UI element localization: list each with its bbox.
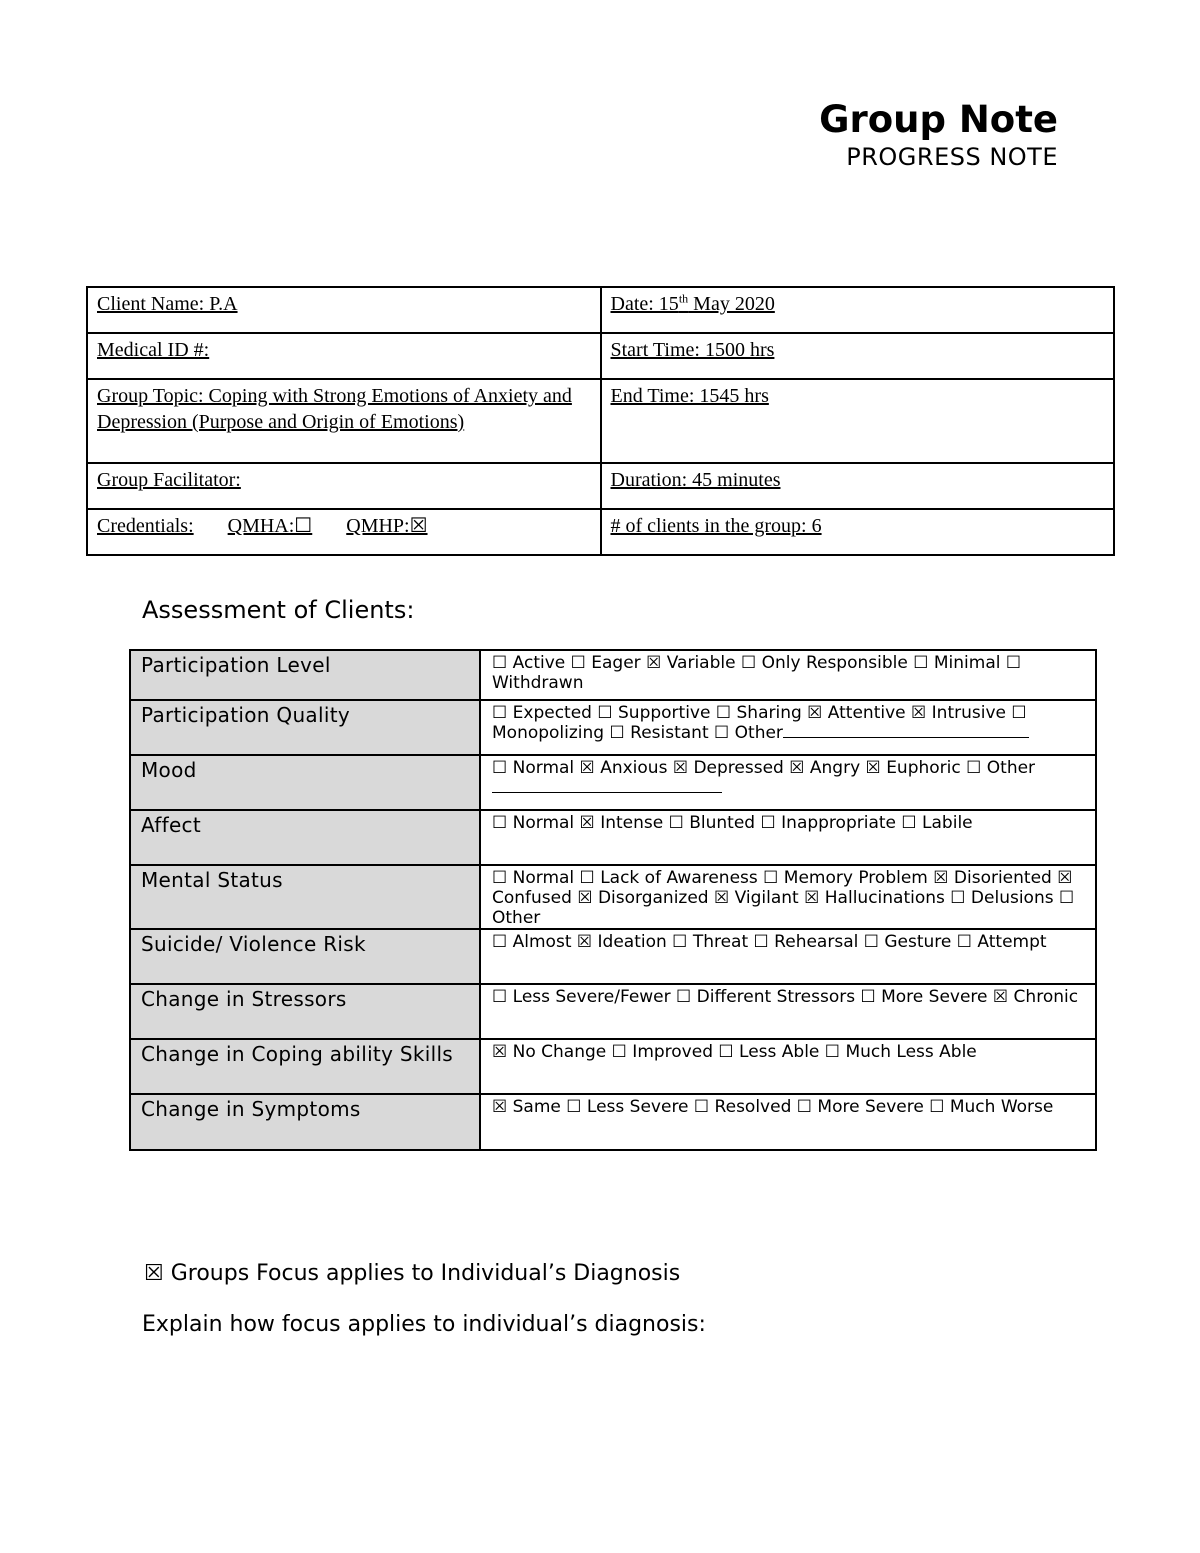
document-header (819, 98, 1058, 172)
row-label: Change in Coping ability Skills (130, 1039, 480, 1094)
row-options-text: ☐ Normal ☒ Anxious ☒ Depressed ☒ Angry ☒ Euphoric ☐ Other (492, 758, 1036, 778)
num-clients-cell: # of clients in the group: 6 (601, 509, 1115, 555)
document-subtitle: PROGRESS NOTE (846, 143, 1058, 171)
duration-cell: Duration: 45 minutes (601, 463, 1115, 509)
assessment-row (130, 755, 1096, 810)
assessment-table (129, 649, 1097, 1151)
assessment-row (130, 810, 1096, 865)
assessment-row (130, 1094, 1096, 1150)
qmha-checkbox[interactable]: QMHA:☐ (227, 515, 313, 537)
focus-checkbox[interactable]: ☒ Groups Focus applies to Individual’s Diagnosis (144, 1261, 681, 1286)
other-blank-line[interactable] (492, 778, 722, 793)
row-options[interactable]: ☒ No Change ☐ Improved ☐ Less Able ☐ Much Less Able (480, 1039, 1096, 1094)
start-time-cell: Start Time: 1500 hrs (601, 333, 1115, 379)
date-cell (601, 287, 1115, 333)
assessment-row (130, 865, 1096, 929)
row-label: Change in Stressors (130, 984, 480, 1039)
row-options[interactable] (480, 700, 1096, 755)
medical-id-cell (87, 333, 601, 379)
row-options-text: ☐ Expected ☐ Supportive ☐ Sharing ☒ Attentive ☒ Intrusive ☐ Monopolizing ☐ Resistant ☐ Other (492, 703, 1027, 743)
credentials-gap-2 (312, 513, 346, 539)
credentials-cell (87, 509, 601, 555)
credentials-gap (194, 513, 228, 539)
group-topic-cell: Group Topic: Coping with Strong Emotions of Anxiety and Depression (Purpose and Origin of Emotions) (87, 379, 601, 463)
row-label: Change in Symptoms (130, 1094, 480, 1150)
date-prefix: Date: 15 (610, 293, 679, 315)
row-options[interactable]: ☒ Same ☐ Less Severe ☐ Resolved ☐ More Severe ☐ Much Worse (480, 1094, 1096, 1150)
assessment-heading: Assessment of Clients: (142, 596, 415, 624)
row-options[interactable]: ☐ Normal ☒ Intense ☐ Blunted ☐ Inappropriate ☐ Labile (480, 810, 1096, 865)
date-superscript: th (678, 291, 689, 306)
row-options[interactable] (480, 755, 1096, 810)
qmhp-checkbox[interactable]: QMHP:☒ (346, 515, 428, 537)
row-label: Affect (130, 810, 480, 865)
row-label: Suicide/ Violence Risk (130, 929, 480, 984)
medical-id-blank (209, 337, 259, 363)
row-label: Mental Status (130, 865, 480, 929)
credentials-label: Credentials: (97, 515, 194, 537)
row-options[interactable]: ☐ Normal ☐ Lack of Awareness ☐ Memory Problem ☒ Disoriented ☒ Confused ☒ Disorganized ☒ Vigilant ☒ Hallucinations ☐ Delusions ☐ Other (480, 865, 1096, 929)
end-time-cell: End Time: 1545 hrs (601, 379, 1115, 463)
row-label: Mood (130, 755, 480, 810)
assessment-row (130, 984, 1096, 1039)
assessment-row (130, 650, 1096, 700)
client-name-cell: Client Name: P.A (87, 287, 601, 333)
assessment-row (130, 700, 1096, 755)
row-label: Participation Level (130, 650, 480, 700)
group-facilitator-cell: Group Facilitator: (87, 463, 601, 509)
assessment-row (130, 929, 1096, 984)
row-label: Participation Quality (130, 700, 480, 755)
row-options[interactable]: ☐ Almost ☒ Ideation ☐ Threat ☐ Rehearsal ☐ Gesture ☐ Attempt (480, 929, 1096, 984)
document-title: Group Note (819, 98, 1058, 141)
row-options[interactable]: ☐ Less Severe/Fewer ☐ Different Stressors ☐ More Severe ☒ Chronic (480, 984, 1096, 1039)
row-options[interactable]: ☐ Active ☐ Eager ☒ Variable ☐ Only Responsible ☐ Minimal ☐ Withdrawn (480, 650, 1096, 700)
date-suffix: May 2020 (688, 293, 775, 315)
explain-label: Explain how focus applies to individual’s diagnosis: (142, 1312, 706, 1337)
assessment-row (130, 1039, 1096, 1094)
client-info-table (86, 286, 1115, 556)
medical-id-label: Medical ID #: (97, 339, 210, 361)
other-blank-line[interactable] (783, 723, 1029, 738)
